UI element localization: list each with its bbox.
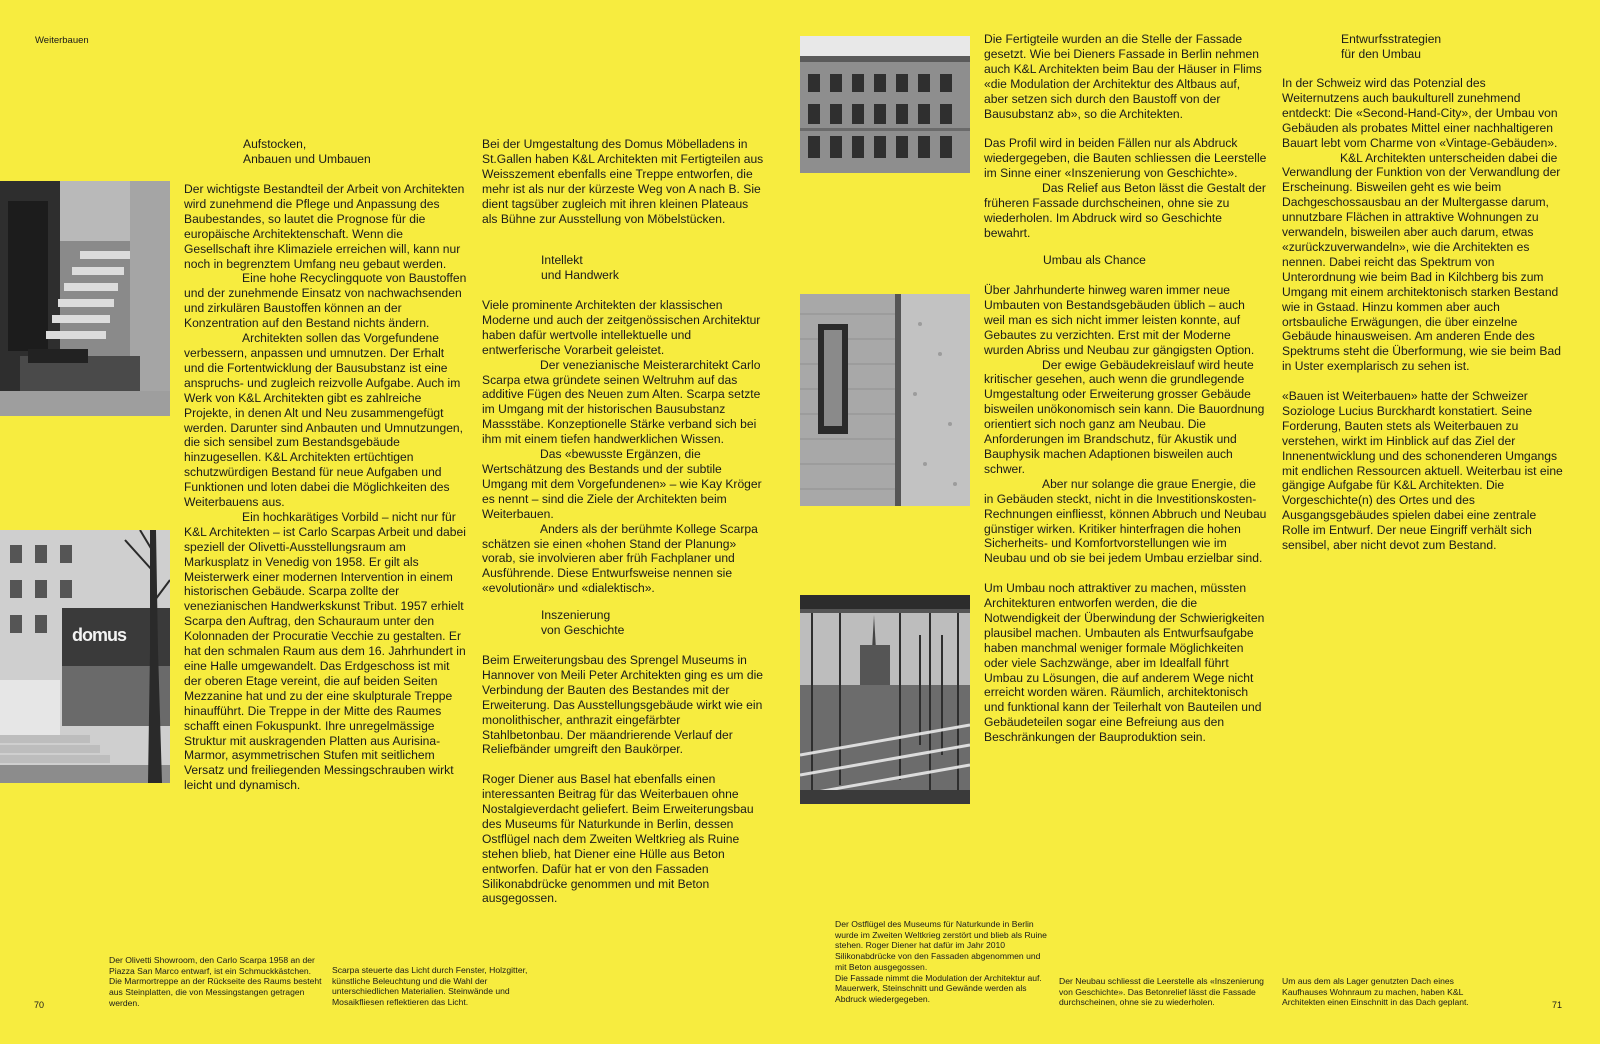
paragraph: Architekten sollen das Vorgefundene verbessern, anpassen und umnutzen. Der Erhalt und die Fortentwicklung der Bausubstanz ist eine anspruchs- und zugleich reizvolle Aufgabe. Auch im Werk von K&L Architekten gibt es zahlreiche Projekte, in denen Alt und Neu zusammengefügt werden. Darunter sind Anbauten und Umnutzungen, die sich sensibel zum Bestandsgebäude hinzugesellen. K&L Architekten ertüchtigen schutzwürdigen Bestand für neue Aufgaben und Funktionen und loten dabei die Möglichkeiten des Weiterbauens aus. (184, 331, 464, 510)
caption-kaufhaus: Um aus dem als Lager genutzten Dach eines Kaufhauses Wohnraum zu machen, haben K&L Architekten einen Einschnitt in das Dach geplant. (1282, 976, 1469, 1008)
text-column-2a (482, 137, 765, 226)
paragraph: Das Profil wird in beiden Fällen nur als Abdruck wiedergegeben, die Bauten schliessen die Leerstelle im Sinne einer «Inszenierung von Geschichte». (984, 136, 1267, 181)
paragraph: Das «bewusste Ergänzen, die Wertschätzung des Bestands und der subtile Umgang mit dem Vorgefundenen» – wie Kay Kröger es nennt – sind die Ziele der Architekten beim Weiterbauen. (482, 447, 762, 521)
paragraph: Beim Erweiterungsbau des Sprengel Museums in Hannover von Meili Peter Architekten ging es um die Verbindung der Bauten des Bestandes mit der Erweiterung. Das Ausstellungsgebäude wirkt wie ein monolithischer, anthrazit eingefärbter Stahlbetonbau. Der mäandrierende Verlauf der Reliefbänder umgreift den Baukörper. (482, 653, 763, 757)
page-number-right: 71 (1552, 1000, 1563, 1010)
paragraph: Roger Diener aus Basel hat ebenfalls einen interessanten Beitrag für das Weiterbauen ohne Nostalgieverdacht geliefert. Beim Erweiterungsbau des Museums für Naturkunde in Berlin, dessen Ostflügel nach dem Zweiten Weltkrieg als Ruine stehen blieb, hat Diener eine Hülle aus Beton entworfen. Dafür hat er von den Fassaden Silikonabdrücke genommen und mit Beton ausgegossen. (482, 772, 754, 906)
heading-inszenierung (541, 608, 624, 638)
heading-entwurfsstrategien-line1: Entwurfsstrategien (1341, 32, 1442, 46)
paragraph: Der ewige Gebäudekreislauf wird heute kritischer gesehen, auch wenn die grundlegende Umgestaltung oder Erweiterung grosser Gebäude bisweilen unökonomisch sein kann. Die Bauordnung orientiert sich noch ganz am Neubau. Die Anforderungen im Brandschutz, für Akustik und Bauphysik machen Adaptionen bisweilen auch schwer. (984, 357, 1265, 476)
paragraph: Der wichtigste Bestandteil der Arbeit von Architekten wird zunehmend die Pflege und Anpassung des Baubestandes, so lautet die Prognose für die europäische Architektenschaft. Wenn die Gesellschaft ihre Klimaziele erreichen will, kann nur noch in begrenztem Umfang neu gebaut werden. (184, 182, 465, 271)
photo-concrete-relief (800, 294, 970, 506)
text-column-3b (984, 283, 1267, 745)
paragraph: Eine hohe Recyclingquote von Baustoffen und der zunehmende Einsatz von nachwachsenden und zirkulären Baustoffen können an der Konzentration auf den Bestand nichts ändern. (184, 271, 467, 331)
domus-sign: domus (72, 625, 127, 645)
caption-museum-ruin (835, 919, 1048, 1005)
paragraph: Anders als der berühmte Kollege Scarpa schätzen sie einen «hohen Stand der Planung» vorab, sie involvieren aber früh Fachplaner und Ausführende. Diese Entwurfsweise nennen sie «evolutionär» und «dialektisch». (482, 521, 758, 596)
heading-aufstocken (243, 137, 371, 167)
text-column-3a (984, 32, 1267, 241)
heading-aufstocken-line1: Aufstocken, (243, 137, 307, 151)
heading-intellekt-line1: Intellekt (541, 253, 583, 267)
heading-aufstocken-line2: Anbauen und Umbauen (243, 151, 371, 166)
paragraph: Ein hochkarätiges Vorbild – nicht nur für K&L Architekten – ist Carlo Scarpas Arbeit und dabei speziell der Olivetti-Ausstellungsraum am Markusplatz in Venedig von 1958. Er gilt als Meisterwerk einer modernen Intervention in einem historischen Gebäude. Scarpa zollte der venezianischen Handwerkskunst Tribut. 1957 erhielt Scarpa den Auftrag, den Schauraum unter den Kolonnaden der Procuratie Vecchie zu gestalten. Er hat den schmalen Raum aus dem 16. Jahrhundert in eine Halle umgewandelt. Das Erdgeschoss ist mit der oberen Etage vereint, die auf beiden Seiten Mezzanine hat und zu der eine skulpturale Treppe hinaufführt. Die Treppe in der Mitte des Raumes schafft einen Fokuspunkt. Ihre unregelmässige Struktur mit auskragenden Platten aus Aurisina-Marmor, asymmetrischen Stufen mit seitlichem Versatz und freiliegenden Messingschrauben wirkt leicht und dynamisch. (184, 509, 466, 793)
caption-neubau: Der Neubau schliesst die Leerstelle als «Inszenierung von Geschichte». Das Betonrelief lässt die Fassade durchscheinen, ohne sie zu wiederholen. (1059, 976, 1264, 1008)
paragraph: «Bauen ist Weiterbauen» hatte der Schweizer Soziologe Lucius Burckhardt konstatiert. Seine Forderung, Bauten stets als Weiterbauen zu verstehen, wirkt im Hinblick auf das Ziel der Innenentwicklung und des schonenderen Umgangs mit endlichen Ressourcen aktuell. Weiterbau ist eine gängige Aufgabe für K&L Architekten. Die Vorgeschichte(n) des Ortes und des Ausgangsgebäudes spielen dabei eine zentrale Rolle im Entwurf. Der neue Eingriff verhält sich sensibel, aber nicht devot zum Bestand. (1282, 389, 1563, 553)
paragraph: Aber nur solange die graue Energie, die in Gebäuden steckt, nicht in die Investitionskosten-Rechnungen einfliesst, können Abbruch und Neubau günstiger wirken. Kritiker hinterfragen die hohen Sicherheits- und Komfortvorstellungen wie im Neubau und ob sie bei jedem Umbau erzielbar sind. (984, 476, 1267, 566)
running-head: Weiterbauen (35, 35, 89, 46)
paragraph: Über Jahrhunderte hinweg waren immer neue Umbauten von Bestandsgebäuden üblich – auch weil man es sich nicht immer leisten konnte, auf Gebautes zu verzichten. Erst mit der Moderne wurden Abriss und Neubau zur gängigsten Option. (984, 283, 1255, 357)
caption-scarpa-light: Scarpa steuerte das Licht durch Fenster, Holzgitter, künstliche Beleuchtung und die Wahl der unterschiedlichen Materialien. Steinwände und Mosaikfliesen reflektieren das Licht. (332, 965, 528, 1008)
text-column-1 (184, 182, 467, 793)
paragraph: Viele prominente Architekten der klassischen Moderne und auch der zeitgenössischen Architektur haben dafür wertvolle intellektuelle und entwerferische Vorarbeit geleistet. (482, 298, 761, 357)
heading-intellekt (541, 253, 619, 283)
text-column-4 (1282, 76, 1565, 553)
caption-olivetti: Der Olivetti Showroom, den Carlo Scarpa 1958 an der Piazza San Marco entwarf, ist ein Schmuckkästchen. Die Marmortreppe an der Rückseite des Raums besteht aus Steinplatten, die von Messingstangen getragen werden. (109, 955, 322, 1008)
caption-museum-ruin-part1: Der Ostflügel des Museums für Naturkunde in Berlin wurde im Zweiten Weltkrieg zerstört und blieb als Ruine stehen. Roger Diener hat dafür im Jahr 2010 Silikonabdrücke von den Fassaden abgenommen und mit Beton ausgegossen. (835, 919, 1047, 972)
text-column-2c (482, 653, 765, 906)
photo-olivetti-stair (0, 181, 170, 416)
paragraph: K&L Architekten unterscheiden dabei die Verwandlung der Funktion von der Verwandlung der Erscheinung. Bisweilen geht es wie beim Dachgeschossausbau an der Multergasse darum, unnutzbare Flächen in attraktive Wohnungen zu verwandeln, bisweilen aber auch darum, etwas «zurückzuverwandeln», wie die Architekten es nennen. Dabei reicht das Spektrum von Unterordnung wie beim Bad in Kilchberg bis zum Umgang mit einem architektonisch starken Bestand wie in Gstaad. Hinzu kommen aber auch ortsbauliche Erwägungen, die über einzelne Gebäude hinausweisen. Am anderen Ende des Spektrums steht die Überformung, wie sie beim Bad in Uster exemplarisch zu sehen ist. (1282, 150, 1561, 374)
heading-intellekt-line2: und Handwerk (541, 267, 619, 282)
paragraph: Der venezianische Meisterarchitekt Carlo Scarpa etwa gründete seinen Weltruhm auf das additive Fügen des Neuen zum Alten. Scarpa setzte im Umgang mit der historischen Bausubstanz Massstäbe. Konzeptionelle Stärke verband sich bei ihm mit einem tiefen handwerklichen Wissen. (482, 357, 761, 447)
text-column-2b (482, 298, 765, 596)
caption-museum-ruin-part2: Die Fassade nimmt die Modulation der Architektur auf. Mauerwerk, Steinschnitt und Gewände werden als Abdruck wiedergegeben. (835, 972, 1042, 1004)
heading-inszenierung-line2: von Geschichte (541, 622, 625, 637)
page-number-left: 70 (34, 1000, 45, 1010)
paragraph: Das Relief aus Beton lässt die Gestalt der früheren Fassade durchscheinen, ohne sie zu wiederholen. Im Abdruck wird so Geschichte bewahrt. (984, 181, 1266, 240)
paragraph: Um Umbau noch attraktiver zu machen, müssten Architekturen entworfen werden, die die Notwendigkeit der Überwindung der Schwierigkeiten plausibel machen. Umbauten als Entwurfsaufgabe haben manchmal weniger formale Möglichkeiten oder viele Sachzwänge, aber im Idealfall führt Umbau zu Lösungen, die auf anderem Wege nicht erreicht worden wären. Räumlich, architektonisch und funktional kann der Teilerhalt von Bauteilen und Gebäudeteilen sogar eine Befreiung aus den Beschränkungen der Bauproduktion sein. (984, 581, 1265, 745)
heading-entwurfsstrategien (1341, 32, 1441, 62)
photo-construction-site (800, 595, 970, 804)
heading-inszenierung-line1: Inszenierung (541, 608, 611, 622)
heading-umbau-chance: Umbau als Chance (1043, 253, 1146, 267)
paragraph: In der Schweiz wird das Potenzial des Weiternutzens auch baukulturell zunehmend entdeckt: Die «Second-Hand-City», der Umbau von Gebäuden als probates Mittel einer nachhaltigeren Bauart lebt vom Charme von «Vintage-Gebäuden». (1282, 76, 1558, 150)
photo-domus-facade (0, 530, 170, 783)
heading-entwurfsstrategien-line2: für den Umbau (1341, 46, 1421, 61)
paragraph: Die Fertigteile wurden an die Stelle der Fassade gesetzt. Wie bei Dieners Fassade in Berlin nehmen auch K&L Architekten beim Bau der Häuser in Flims «die Modulation der Architektur des Altbaus auf, aber setzen sich durch den Baustoff von der Bausubstanz ab», so die Architekten. (984, 32, 1262, 121)
photo-museum-facade (800, 36, 970, 173)
paragraph: Bei der Umgestaltung des Domus Möbelladens in St.Gallen haben K&L Architekten mit Fertigteilen aus Weisszement ebenfalls eine Treppe entworfen, die mehr ist als nur der kürzeste Weg von A nach B. Sie dient tagsüber zugleich mit ihren kleinen Plateaus als Bühne zur Ausstellung von Möbelstücken. (482, 137, 764, 226)
